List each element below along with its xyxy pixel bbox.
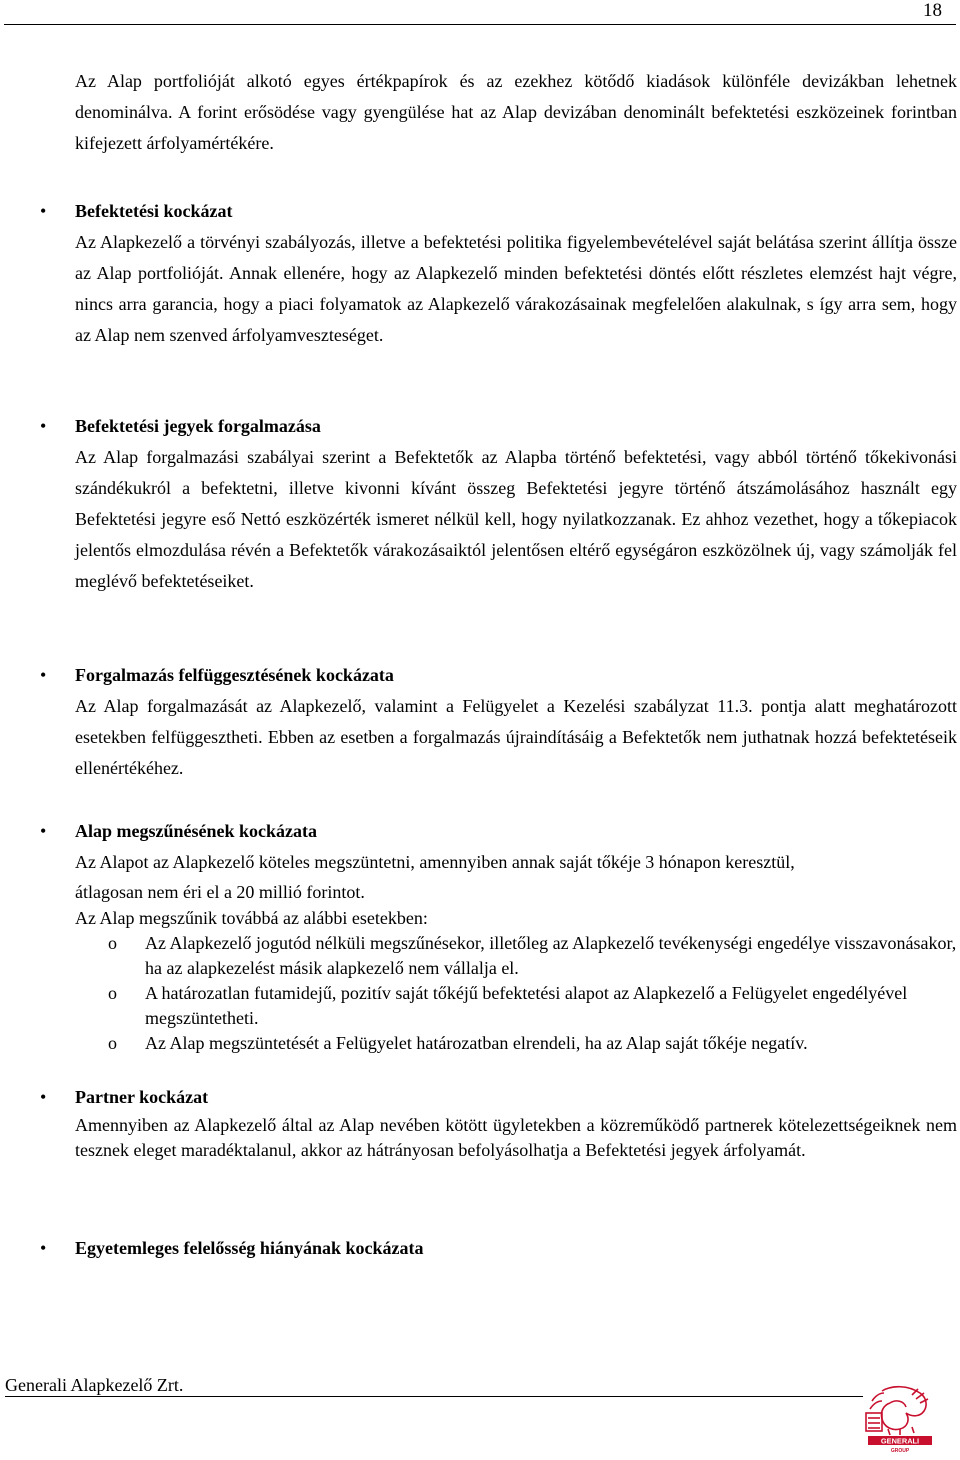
list-marker: o	[108, 983, 117, 1003]
list-marker: o	[108, 933, 117, 953]
section-distribution	[40, 411, 957, 597]
bullet-icon: •	[40, 201, 47, 221]
list-marker: o	[108, 1033, 117, 1053]
section-body: Amennyiben az Alapkezelő által az Alap nevében kötött ügyletekben a közreműködő partnerek kötelezettségeiknek nem tesznek eleget maradéktalanul, akkor az hátrányosan befolyásolhatja a Befektetési jegyek árfolyamát.	[75, 1115, 957, 1160]
bullet-icon: •	[40, 821, 47, 841]
section-title: Alap megszűnésének kockázata	[75, 821, 317, 841]
section-title: Forgalmazás felfüggesztésének kockázata	[75, 665, 394, 685]
generali-lion-logo-icon	[860, 1383, 940, 1455]
bullet-icon: •	[40, 665, 47, 685]
section-title: Befektetési jegyek forgalmazása	[75, 416, 321, 436]
header-rule	[4, 24, 956, 25]
section-body: Az Alapkezelő a törvényi szabályozás, illetve a befektetési politika figyelembevételével saját belátása szerint állítja össze az Alap portfolióját. Annak ellenére, hogy az Alapkezelő minden befektetési döntés előtt részletes elemzést hajt végre, nincs arra garancia, hogy a piaci folyamatok az Alapkezelő várakozásainak megfelelően alakulnak, s így arra sem, hogy az Alap nem szenved árfolyamveszteséget.	[75, 232, 957, 345]
section-investment-risk	[40, 196, 957, 351]
section-body-continued: átlagosan nem éri el a 20 millió forintot.	[75, 882, 365, 902]
bullet-icon: •	[40, 1238, 47, 1258]
intro-paragraph: Az Alap portfolióját alkotó egyes értékpapírok és az ezekhez kötődő kiadások különféle devizákban lehetnek denominálva. A forint erősödése vagy gyengülése hat az Alap devizában denominált befektetési eszközeinek forintban kifejezett árfolyamértékére.	[75, 71, 957, 153]
logo-subtext: GROUP	[890, 1448, 910, 1454]
list-item	[75, 981, 957, 1031]
section-body: Az Alapot az Alapkezelő köteles megszüntetni, amennyiben annak saját tőkéje 3 hónapon keresztül,	[75, 852, 795, 872]
list-item-text: Az Alap megszüntetését a Felügyelet határozatban elrendeli, ha az Alap saját tőkéje negatív.	[145, 1033, 808, 1053]
logo-wordmark: GENERALI	[880, 1436, 920, 1446]
section-joint-liability-risk	[40, 1233, 957, 1264]
section-title: Befektetési kockázat	[75, 201, 233, 221]
section-title: Egyetemleges felelősség hiányának kockázata	[75, 1238, 424, 1258]
bullet-icon: •	[40, 1087, 47, 1107]
list-item-text: A határozatlan futamidejű, pozitív saját tőkéjű befektetési alapot az Alapkezelő a Felügyelet engedélyével megszüntetheti.	[145, 983, 908, 1028]
list-item	[75, 931, 957, 981]
bullet-icon: •	[40, 416, 47, 436]
section-title: Partner kockázat	[75, 1087, 209, 1107]
section-body: Az Alap forgalmazását az Alapkezelő, valamint a Felügyelet a Kezelési szabályzat 11.3. pontja alatt meghatározott esetekben felfüggesztheti. Ebben az esetben a forgalmazás újraindításáig a Befektetők nem juthatnak hozzá befektetéseik ellenértékéhez.	[75, 696, 957, 778]
section-termination-risk	[40, 816, 957, 1056]
section-partner-risk	[40, 1082, 957, 1163]
list-item	[75, 1031, 957, 1056]
section-suspension-risk	[40, 660, 957, 784]
page-number: 18	[923, 0, 942, 21]
termination-cases-list	[75, 931, 957, 1056]
section-body: Az Alap forgalmazási szabályai szerint a Befektetők az Alapba történő befektetési, vagy abból történő tőkekivonási szándékukról a befektetni, illetve kivonni kívánt összeg Befektetési jegyre történő átszámolásához használt egy Befektetési jegyre eső Nettó eszközérték ismeret nélkül kell, hogy nyilatkozzanak. Ez ahhoz vezethet, hogy a tőkepiacok jelentős elmozdulása révén a Befektetők várakozásaiktól jelentősen eltérő egységáron eszközölnek új, vagy számolják fel meglévő befektetéseiket.	[75, 447, 957, 591]
section-list-intro: Az Alap megszűnik továbbá az alábbi esetekben:	[75, 908, 428, 928]
list-item-text: Az Alapkezelő jogutód nélküli megszűnésekor, illetőleg az Alapkezelő tevékenységi engedélye visszavonásakor, ha az alapkezelést másik alapkezelő nem vállalja el.	[145, 933, 957, 978]
footer-company-name: Generali Alapkezelő Zrt.	[5, 1375, 184, 1395]
footer-rule	[5, 1396, 863, 1397]
